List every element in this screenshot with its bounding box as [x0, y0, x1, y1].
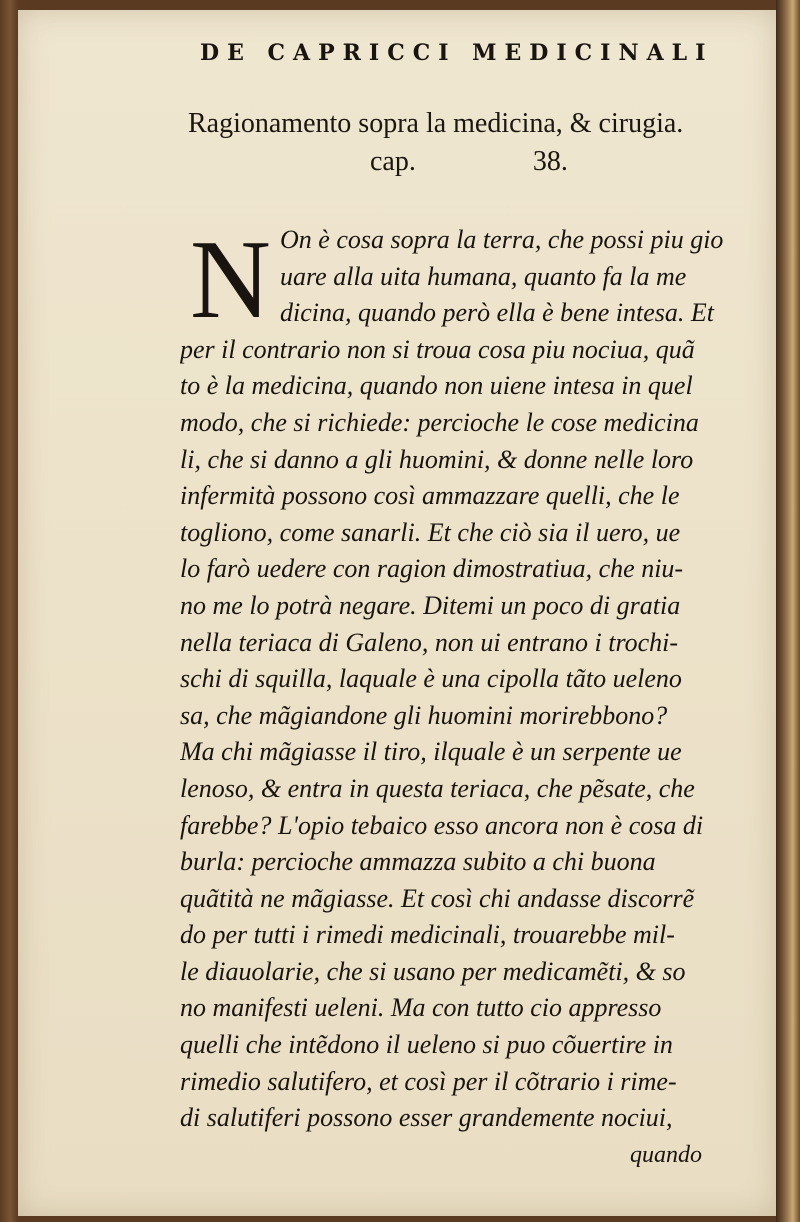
text-line: dicina, quando però ella è bene intesa. Et	[280, 298, 714, 328]
text-line: le diauolarie, che si usano per medicamẽti, & so	[180, 956, 686, 986]
chapter-number-line	[370, 146, 670, 178]
text-line: Ma chi mãgiasse il tiro, ilquale è un serpente ue	[180, 737, 682, 767]
page-edge	[776, 0, 800, 1222]
text-line: farebbe? L'opio tebaico esso ancora non è cosa di	[180, 810, 704, 840]
text-line: to è la medicina, quando non uiene intesa in quel	[180, 371, 693, 401]
text-line: modo, che si richiede: percioche le cose medicina	[180, 407, 699, 437]
text-line: togliono, come sanarli. Et che ciò sia il uero, ue	[180, 517, 681, 547]
text-line: do per tutti i rimedi medicinali, trouarebbe mil-	[180, 920, 675, 950]
text-line: sa, che mãgiandone gli huomini morirebbono?	[180, 700, 668, 730]
text-line: nella teriaca di Galeno, non ui entrano i trochi-	[180, 627, 679, 657]
chapter-cap-label: cap.	[370, 146, 416, 177]
text-line: quãtità ne mãgiasse. Et così chi andasse discorrẽ	[180, 883, 695, 913]
text-line: uare alla uita humana, quanto fa la me	[280, 261, 687, 291]
text-line: no manifesti ueleni. Ma con tutto cio appresso	[180, 993, 662, 1023]
text-line: di salutiferi possono esser grandemente nociui,	[180, 1103, 673, 1133]
text-line: quelli che intẽdono il ueleno si puo cõuertire in	[180, 1030, 673, 1060]
text-line: lenoso, & entra in questa teriaca, che pẽsate, che	[180, 773, 695, 803]
chapter-title: Ragionamento sopra la medicina, & cirugia.	[188, 108, 684, 139]
text-line: no me lo potrà negare. Ditemi un poco di gratia	[180, 590, 681, 620]
text-line: lo farò uedere con ragion dimostratiua, che niu-	[180, 554, 684, 584]
text-line: On è cosa sopra la terra, che possi piu gio	[280, 225, 724, 254]
text-line: infermità possono così ammazzare quelli, che le	[180, 481, 680, 511]
chapter-number: 38.	[532, 146, 568, 177]
text-line: per il contrario non si troua cosa piu nociua, quã	[180, 334, 695, 364]
drop-cap: N	[190, 218, 271, 342]
text-line: burla: percioche ammazza subito a chi buona	[180, 847, 656, 877]
text-line: li, che si danno a gli huomini, & donne nelle loro	[180, 444, 694, 474]
catchword: quando	[630, 1142, 702, 1168]
running-head: DE CAPRICCI MEDICINALI	[200, 40, 714, 66]
body-text	[180, 218, 760, 1137]
text-line: schi di squilla, laquale è una cipolla tãto ueleno	[180, 664, 682, 694]
text-line: rimedio salutifero, et così per il cõtrario i rime-	[180, 1066, 677, 1096]
